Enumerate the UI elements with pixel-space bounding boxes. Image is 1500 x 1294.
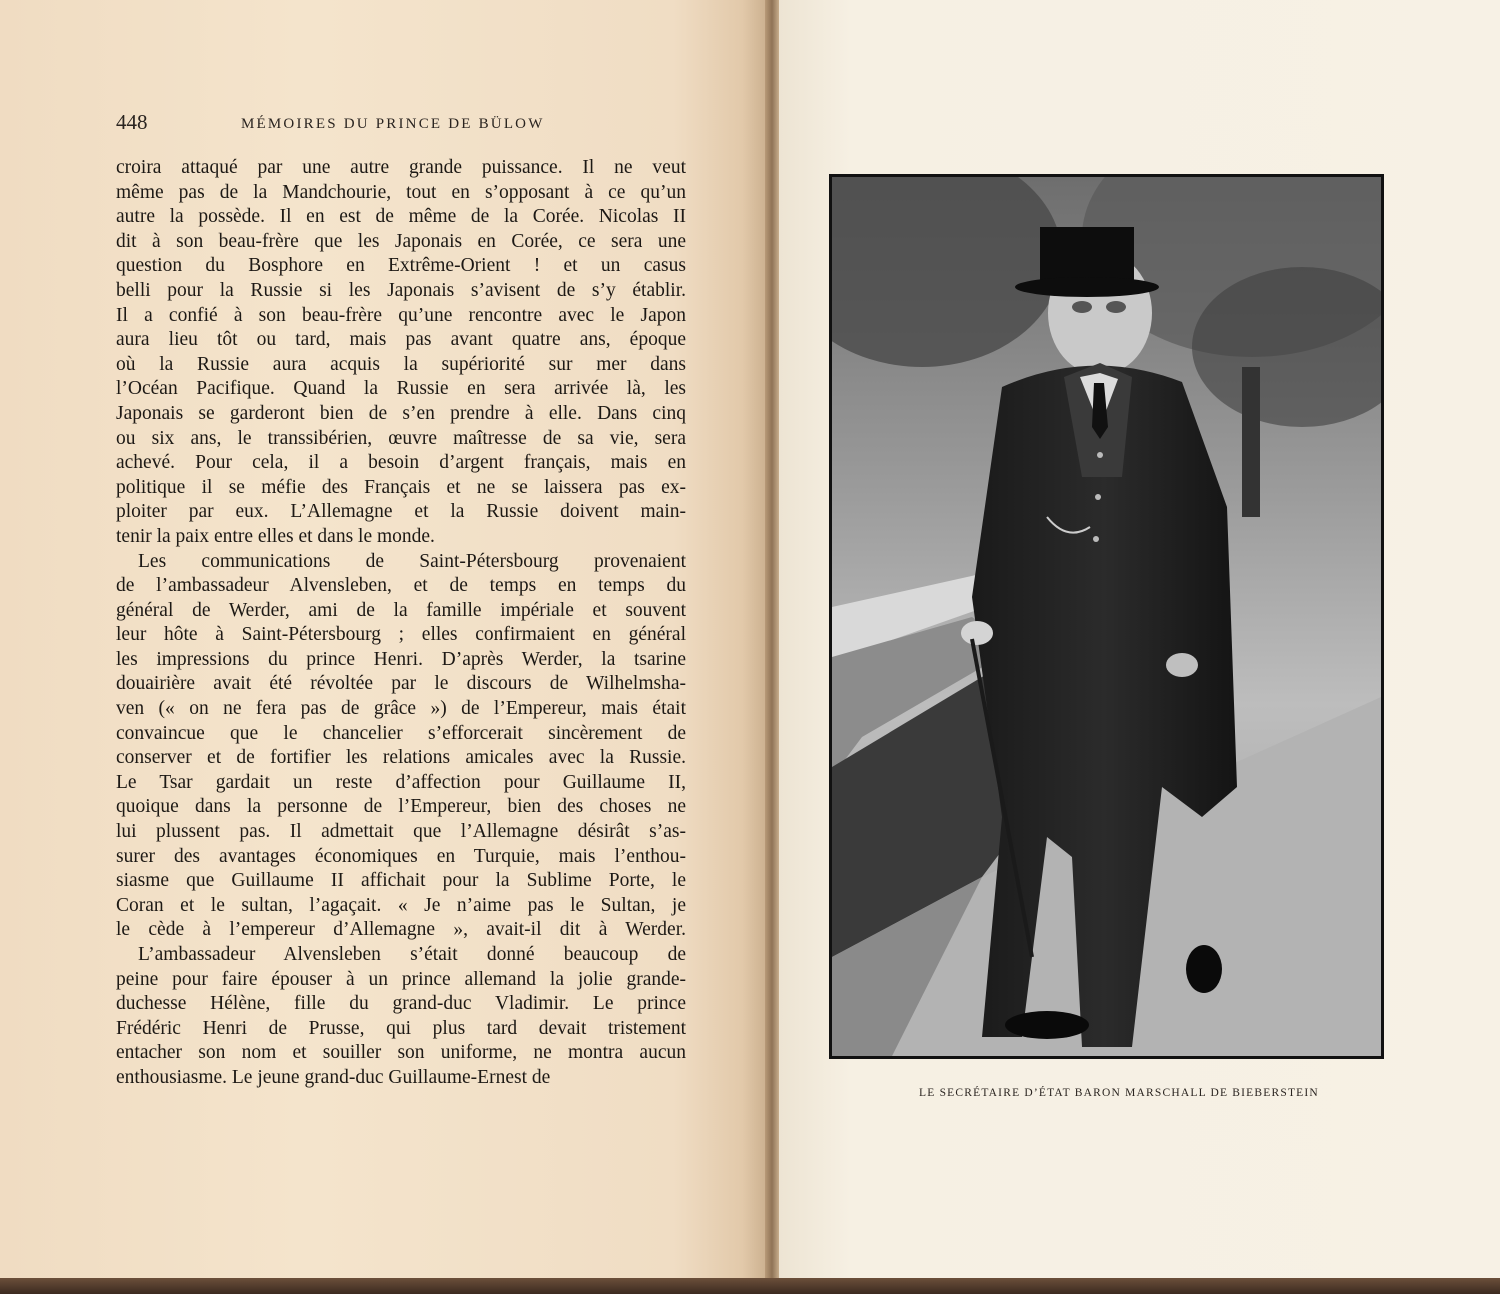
text-line: autre la possède. Il en est de même de la Corée. Nicolas II [116,206,686,228]
text-line: belli pour la Russie si les Japonais s’avisent de s’y établir. [116,279,686,301]
text-line: les impressions du prince Henri. D’après Werder, la tsarine [116,648,686,670]
text-line: Japonais se garderont bien de s’en prendre à elle. Dans cinq [116,402,686,424]
text-line: L’ambassadeur Alvensleben s’était donné beaucoup de [138,944,686,965]
running-title: MÉMOIRES DU PRINCE DE BÜLOW [241,116,545,132]
text-line: douairière avait été révoltée par le discours de Wilhelmsha- [116,673,686,695]
text-line: Le Tsar gardait un reste d’affection pour Guillaume II, [116,771,686,793]
text-line: aura lieu tôt ou tard, mais pas avant quatre ans, époque [116,329,686,351]
text-line: ven (« on ne fera pas de grâce ») de l’Empereur, mais était [116,698,686,720]
text-line: conserver et de fortifier les relations amicales avec la Russie. [116,747,686,769]
text-line: peine pour faire épouser à un prince allemand la jolie grande- [116,968,686,990]
text-line: question du Bosphore en Extrême-Orient ! et un casus [116,255,686,277]
text-line: entacher son nom et souiller son uniforme, ne montra aucun [116,1042,686,1064]
text-line: surer des avantages économiques en Turquie, mais l’enthou- [116,845,686,867]
text-line: de l’ambassadeur Alvensleben, et de temps en temps du [116,575,686,597]
text-line: où la Russie aura acquis la supériorité sur mer dans [116,353,686,375]
text-line: siasme que Guillaume II affichait pour la Sublime Porte, le [116,870,686,892]
text-line: enthousiasme. Le jeune grand-duc Guillaume-Ernest de [116,1066,551,1088]
book-gutter [765,0,779,1280]
text-line: croira attaqué par une autre grande puissance. Il ne veut [116,157,686,178]
page-number: 448 [116,110,148,134]
text-line: général de Werder, ami de la famille impériale et souvent [116,599,686,621]
text-line: lui plussent pas. Il admettait que l’Allemagne désirât s’as- [116,821,686,843]
book-edge [0,1278,1500,1294]
text-line: Frédéric Henri de Prusse, qui plus tard devait tristement [116,1017,686,1039]
text-line: Il a confié à son beau-frère qu’une rencontre avec le Japon [116,304,686,326]
text-line: quoique dans la personne de l’Empereur, bien des choses ne [116,796,686,818]
text-line: politique il se méfie des Français et ne se laissera pas ex- [116,476,686,498]
text-line: Coran et le sultan, l’agaçait. « Je n’aime pas le Sultan, je [116,894,686,916]
text-line: tenir la paix entre elles et dans le monde. [116,525,435,547]
text-line: le cède à l’empereur d’Allemagne », avait-il dit à Werder. [116,919,686,941]
text-line: Les communications de Saint-Pétersbourg provenaient [138,550,686,572]
right-page [779,0,1500,1280]
text-line: dit à son beau-frère que les Japonais en Corée, ce sera une [116,230,686,252]
text-line: ou six ans, le transsibérien, œuvre maîtresse de sa vie, sera [116,427,686,449]
text-line: duchesse Hélène, fille du grand-duc Vladimir. Le prince [116,993,686,1015]
photo-caption: LE SECRÉTAIRE D’ÉTAT BARON MARSCHALL DE BIEBERSTEIN [919,1087,1319,1099]
portrait-photo [832,177,1381,1056]
text-line: même pas de la Mandchourie, tout en s’opposant à ce qu’un [116,181,686,203]
text-line: convaincue que le chancelier s’efforcerait sincèrement de [116,722,686,744]
body-text [116,156,686,1091]
text-line: ploiter par eux. L’Allemagne et la Russie doivent main- [116,501,686,523]
text-line: achevé. Pour cela, il a besoin d’argent français, mais en [116,452,686,474]
text-line: l’Océan Pacifique. Quand la Russie en sera arrivée là, les [116,378,686,400]
running-head [116,110,686,140]
photo-frame [829,174,1384,1059]
text-line: leur hôte à Saint-Pétersbourg ; elles confirmaient en général [116,624,686,646]
